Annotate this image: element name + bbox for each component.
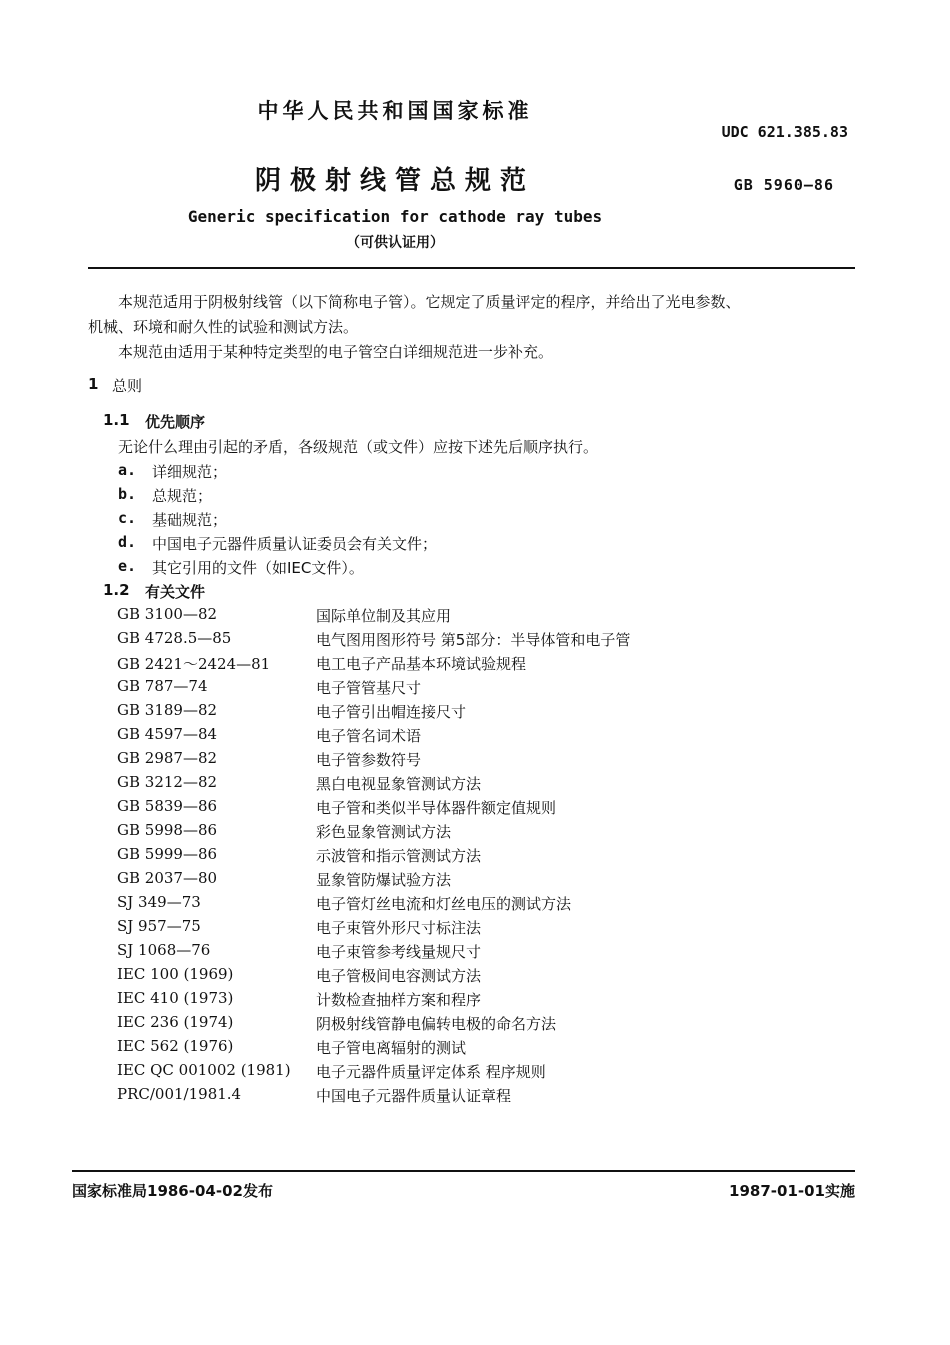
reference-code: IEC QC 001002 (1981) (117, 1061, 291, 1079)
reference-code: GB 2037—80 (117, 869, 218, 887)
reference-title: 电子管参数符号 (316, 751, 422, 769)
reference-title: 电子管极间电容测试方法 (316, 967, 482, 985)
udc-number: UDC 621.385.83 (721, 123, 848, 141)
reference-title: 彩色显象管测试方法 (316, 823, 452, 841)
reference-code: GB 5999—86 (117, 845, 218, 863)
reference-title: 电子管和类似半导体器件额定值规则 (316, 799, 557, 817)
header-divider (88, 267, 855, 269)
reference-code: IEC 562 (1976) (117, 1037, 234, 1055)
reference-code: SJ 957—75 (117, 917, 201, 935)
reference-code: GB 2987—82 (117, 749, 218, 767)
reference-title: 中国电子元器件质量认证章程 (316, 1087, 512, 1105)
reference-title: 显象管防爆试验方法 (316, 871, 452, 889)
list-marker: c. (118, 509, 137, 527)
reference-title: 计数检查抽样方案和程序 (316, 991, 482, 1009)
reference-title: 电子管管基尺寸 (316, 679, 422, 697)
section-1-number: 1 (88, 375, 99, 393)
reference-code: GB 5839—86 (117, 797, 218, 815)
certification-note: （可供认证用） (346, 235, 444, 251)
reference-code: IEC 236 (1974) (117, 1013, 234, 1031)
footer-divider (72, 1170, 855, 1172)
reference-code: PRC/001/1981.4 (117, 1085, 242, 1103)
reference-code: GB 4728.5—85 (117, 629, 232, 647)
reference-title: 电子管电离辐射的测试 (316, 1039, 467, 1057)
reference-title: 国际单位制及其应用 (316, 607, 452, 625)
reference-title: 电子管名词术语 (316, 727, 422, 745)
reference-code: GB 5998—86 (117, 821, 218, 839)
intro-line-2: 机械、环境和耐久性的试验和测试方法。 (88, 318, 359, 336)
reference-code: IEC 410 (1973) (117, 989, 234, 1007)
reference-title: 电工电子产品基本环境试验规程 (316, 655, 527, 673)
reference-code: GB 3212—82 (117, 773, 218, 791)
gb-number: GB 5960—86 (733, 176, 834, 194)
english-title: Generic specification for cathode ray tubes (187, 207, 603, 226)
list-item: 总规范； (152, 487, 213, 505)
list-marker: d. (118, 533, 137, 551)
list-item: 基础规范； (152, 511, 228, 529)
reference-code: GB 3189—82 (117, 701, 218, 719)
issue-date: 国家标准局1986-04-02发布 (72, 1182, 273, 1200)
reference-code: GB 3100—82 (117, 605, 218, 623)
section-1-title: 总则 (112, 377, 143, 395)
list-item: 中国电子元器件质量认证委员会有关文件； (152, 535, 438, 553)
section-1-2-title: 有关文件 (145, 583, 206, 601)
section-1-2-number: 1.2 (103, 581, 130, 599)
list-item: 其它引用的文件（如IEC文件）。 (152, 559, 364, 577)
reference-title: 电子束管参考线量规尺寸 (316, 943, 482, 961)
list-marker: b. (118, 485, 137, 503)
effective-date: 1987-01-01实施 (729, 1182, 855, 1200)
reference-title: 电子管引出帽连接尺寸 (316, 703, 467, 721)
standard-header: 中华人民共和国国家标准 (257, 99, 533, 123)
reference-title: 阴极射线管静电偏转电极的命名方法 (316, 1015, 557, 1033)
reference-code: SJ 349—73 (117, 893, 201, 911)
reference-code: IEC 100 (1969) (117, 965, 234, 983)
intro-line-1: 本规范适用于阴极射线管（以下简称电子管）。它规定了质量评定的程序，并给出了光电参数、 (118, 293, 741, 311)
list-item: 详细规范； (152, 463, 228, 481)
reference-title: 电子元器件质量评定体系 程序规则 (316, 1063, 546, 1081)
reference-code: GB 4597—84 (117, 725, 218, 743)
list-marker: a. (118, 461, 137, 479)
reference-title: 示波管和指示管测试方法 (316, 847, 482, 865)
section-1-1-number: 1.1 (103, 411, 130, 429)
reference-code: GB 2421～2424—81 (117, 655, 271, 673)
reference-code: SJ 1068—76 (117, 941, 211, 959)
reference-code: GB 787—74 (117, 677, 208, 695)
section-1-1-title: 优先顺序 (145, 413, 206, 431)
document-title: 阴极射线管总规范 (254, 166, 535, 196)
list-marker: e. (118, 557, 137, 575)
reference-title: 电气图用图形符号 第5部分：半导体管和电子管 (316, 631, 631, 649)
priority-statement: 无论什么理由引起的矛盾，各级规范（或文件）应按下述先后顺序执行。 (118, 438, 599, 456)
reference-title: 黑白电视显象管测试方法 (316, 775, 482, 793)
reference-title: 电子管灯丝电流和灯丝电压的测试方法 (316, 895, 572, 913)
intro-line-3: 本规范由适用于某种特定类型的电子管空白详细规范进一步补充。 (118, 343, 554, 361)
reference-title: 电子束管外形尺寸标注法 (316, 919, 482, 937)
